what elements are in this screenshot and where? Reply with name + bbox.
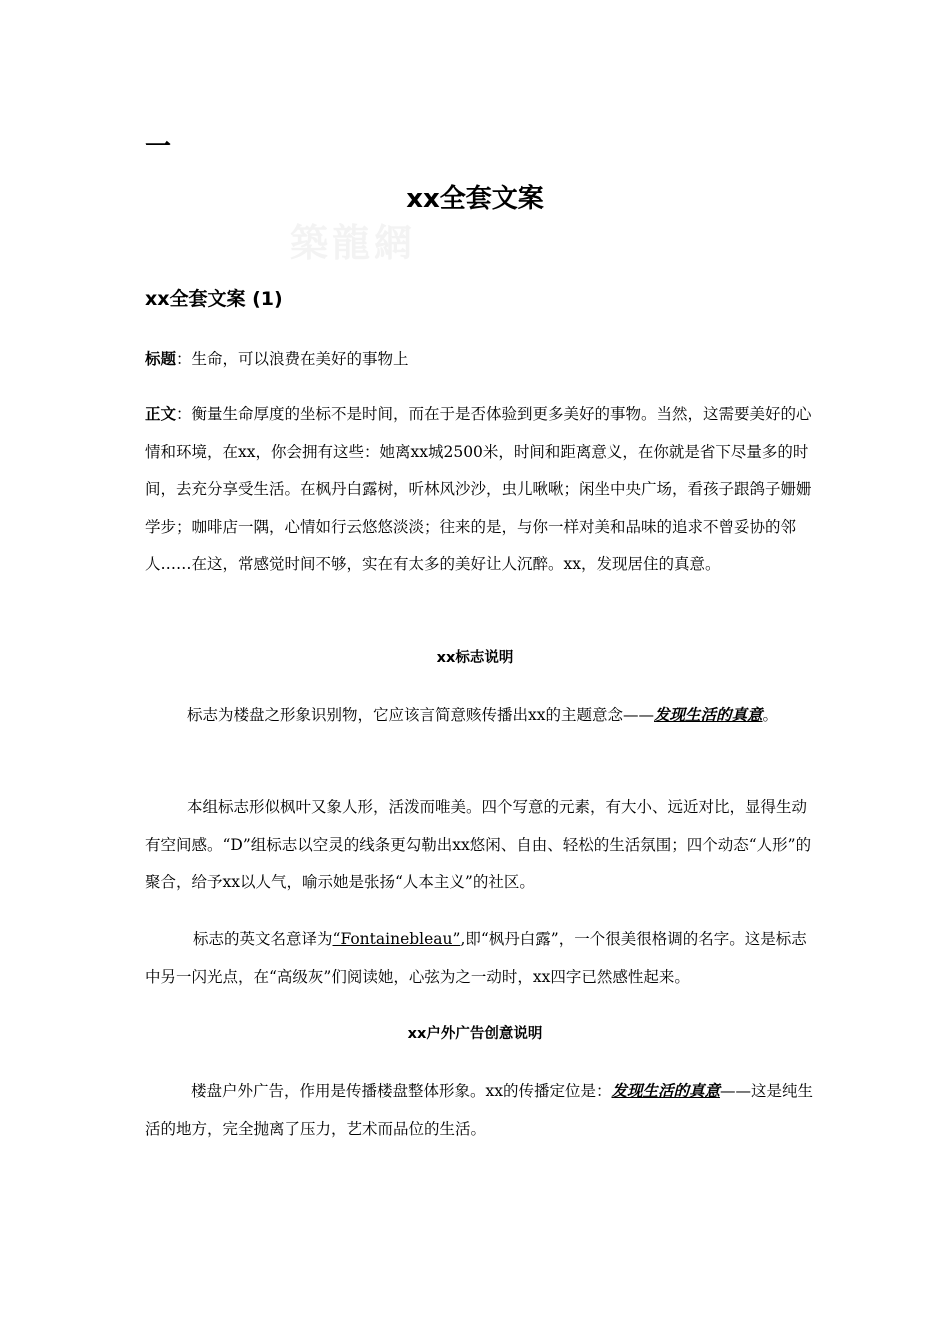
logo-p3-after: ,即“枫丹白露”，一个很美很格调的名字。这是标志中另一闪光点，在“高级灰”们阅读她，心弦为之一动时，xx四字已然感性起来。 — [145, 930, 807, 986]
logo-paragraph-3 — [145, 921, 820, 996]
body-label: 正文 — [145, 404, 177, 423]
headline-colon: ： — [176, 350, 192, 368]
headline-paragraph — [145, 340, 820, 379]
outdoor-section-heading: xx户外广告创意说明 — [407, 1026, 543, 1042]
page-number-dash: 一 — [145, 132, 172, 162]
logo-paragraph-2 — [145, 789, 820, 902]
outdoor-p1-emphasis: 发现生活的真意 — [611, 1081, 721, 1100]
document-title: xx全套文案 — [406, 184, 544, 214]
logo-paragraph-1 — [145, 696, 820, 735]
outdoor-p1-after: ——这是纯生活的地方，完全抛离了压力，艺术而品位的生活。 — [145, 1082, 814, 1138]
body-paragraph — [145, 395, 820, 584]
logo-p3-english-name: “Fontainebleau” — [332, 930, 461, 948]
body-text: 衡量生命厚度的坐标不是时间，而在于是否体验到更多美好的事物。当然，这需要美好的心情和环境，在xx，你会拥有这些：她离xx城2500米，时间和距离意义，在你就是省下尽量多的时间，去充分享受生活。在枫丹白露树，听林风沙沙，虫儿啾啾；闲坐中央广场，看孩子跟鸽子姗姗学步；咖啡店一隅，心情如行云悠悠淡淡；往来的是，与你一样对美和品味的追求不曾妥协的邻人……在这，常感觉时间不够，实在有太多的美好让人沉醉。xx，发现居住的真意。 — [145, 405, 812, 573]
body-colon: ： — [176, 405, 192, 423]
section-title: xx全套文案 (1) — [145, 288, 283, 310]
logo-p2-text: 本组标志形似枫叶又象人形，活泼而唯美。四个写意的元素，有大小、远近对比，显得生动有空间感。“D”组标志以空灵的线条更勾勒出xx悠闲、自由、轻松的生活氛围；四个动态“人形”的聚合，给予xx以人气，喻示她是张扬“人本主义”的社区。 — [145, 798, 812, 891]
outdoor-p1-text: 楼盘户外广告，作用是传播楼盘整体形象。xx的传播定位是： — [191, 1082, 612, 1100]
headline-text: 生命，可以浪费在美好的事物上 — [191, 350, 409, 368]
logo-p1-text: 标志为楼盘之形象识别物，它应该言简意赅传播出xx的主题意念—— — [187, 706, 654, 724]
watermark: 築龍網 — [290, 220, 417, 265]
logo-p1-emphasis: 发现生活的真意 — [654, 705, 763, 724]
logo-p3-before: 标志的英文名意译为 — [193, 930, 333, 948]
outdoor-paragraph-1 — [145, 1072, 820, 1148]
headline-label: 标题 — [145, 349, 177, 368]
logo-section-heading: xx标志说明 — [436, 650, 514, 666]
logo-p1-end: 。 — [762, 706, 779, 724]
